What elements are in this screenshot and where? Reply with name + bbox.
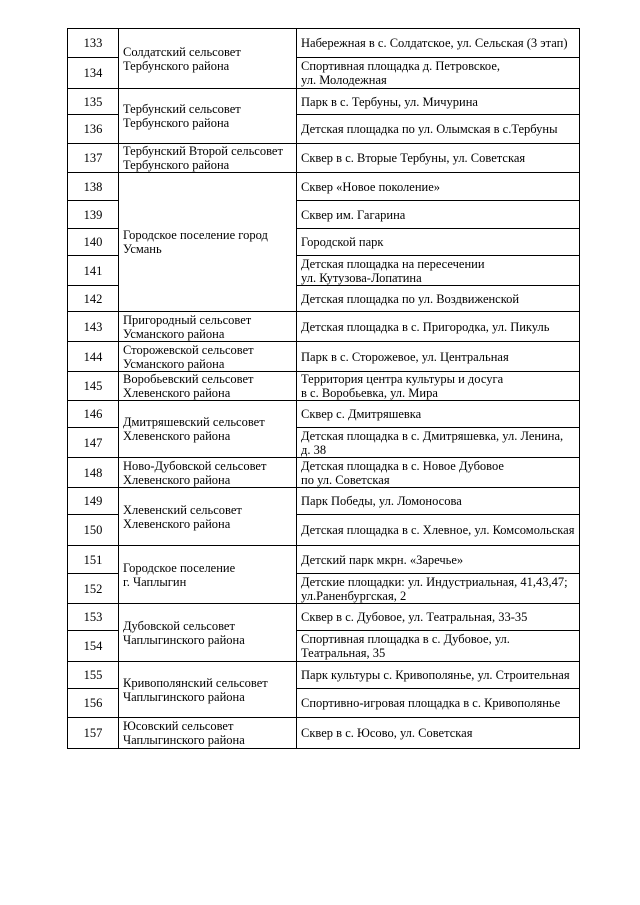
municipality-line: Солдатский сельсовет <box>123 44 241 59</box>
municipality-cell <box>119 372 297 401</box>
row-number: 148 <box>68 458 119 488</box>
objects-table-body <box>68 29 580 749</box>
row-number: 138 <box>68 173 119 201</box>
municipality-cell <box>119 458 297 488</box>
object-line: ул. Кутузова-Лопатина <box>301 270 422 285</box>
municipality-line: Хлевенский сельсовет <box>123 502 242 517</box>
table-row <box>68 342 580 372</box>
municipality-line: Городское поселение <box>123 560 236 575</box>
table-row <box>68 89 580 115</box>
object-line: Территория центра культуры и досуга <box>301 372 504 386</box>
object-cell <box>297 718 580 749</box>
row-number: 147 <box>68 428 119 458</box>
table-row <box>68 29 580 58</box>
object-cell <box>297 173 580 201</box>
row-number: 136 <box>68 115 119 144</box>
table-row <box>68 144 580 173</box>
object-line: Спортивная площадка в с. Дубовое, ул. <box>301 632 510 646</box>
object-line: Театральная, 35 <box>301 646 386 660</box>
table-row <box>68 401 580 428</box>
table-row <box>68 662 580 689</box>
row-number: 154 <box>68 631 119 662</box>
municipality-cell <box>119 144 297 173</box>
municipality-cell <box>119 401 297 458</box>
table-row <box>68 173 580 201</box>
object-line: Сквер им. Гагарина <box>301 207 406 222</box>
object-line: ул.Раненбургская, 2 <box>301 588 407 603</box>
object-line: Сквер «Новое поколение» <box>301 179 441 194</box>
table-row <box>68 604 580 631</box>
municipality-line: Юсовский сельсовет <box>123 719 234 733</box>
object-line: Детские площадки: ул. Индустриальная, 41,43,47; <box>301 574 568 589</box>
municipality-line: Пригородный сельсовет <box>123 312 252 327</box>
municipality-line: Чаплыгинского района <box>123 689 245 704</box>
row-number: 133 <box>68 29 119 58</box>
row-number: 146 <box>68 401 119 428</box>
object-line: Детская площадка в с. Новое Дубовое <box>301 458 504 473</box>
object-line: Детская площадка в с. Дмитряшевка, ул. Ленина, <box>301 428 564 443</box>
object-line: Сквер в с. Вторые Тербуны, ул. Советская <box>301 151 526 165</box>
row-number: 140 <box>68 229 119 256</box>
object-cell <box>297 29 580 58</box>
municipality-line: Городское поселение город <box>123 228 268 242</box>
object-line: Детский парк мкрн. «Заречье» <box>301 552 464 567</box>
municipality-line: Чаплыгинского района <box>123 632 245 647</box>
object-cell <box>297 401 580 428</box>
table-row <box>68 458 580 488</box>
table-row <box>68 312 580 342</box>
object-line: Парк в с. Сторожевое, ул. Центральная <box>301 349 509 364</box>
objects-table <box>67 28 580 749</box>
municipality-line: Кривополянский сельсовет <box>123 675 268 690</box>
municipality-line: Воробьевский сельсовет <box>123 372 254 386</box>
object-line: Городской парк <box>301 235 384 249</box>
object-cell <box>297 201 580 229</box>
row-number: 142 <box>68 286 119 312</box>
object-line: ул. Молодежная <box>301 73 387 87</box>
object-line: Детская площадка на пересечении <box>301 256 485 271</box>
municipality-line: Ново-Дубовской сельсовет <box>123 458 267 473</box>
object-cell <box>297 372 580 401</box>
object-cell <box>297 342 580 372</box>
table-row <box>68 488 580 515</box>
municipality-line: Тербунского района <box>123 58 230 73</box>
row-number: 134 <box>68 58 119 89</box>
object-cell <box>297 144 580 173</box>
object-line: в с. Воробьевка, ул. Мира <box>301 386 438 400</box>
object-cell <box>297 574 580 604</box>
object-line: Парк Победы, ул. Ломоносова <box>301 494 462 508</box>
municipality-line: Тербунского района <box>123 116 230 130</box>
municipality-line: Усманского района <box>123 356 225 371</box>
row-number: 153 <box>68 604 119 631</box>
municipality-line: Хлевенского района <box>123 386 231 400</box>
row-number: 151 <box>68 546 119 574</box>
row-number: 135 <box>68 89 119 115</box>
municipality-line: Сторожевской сельсовет <box>123 342 254 357</box>
row-number: 157 <box>68 718 119 749</box>
object-cell <box>297 662 580 689</box>
row-number: 156 <box>68 689 119 718</box>
row-number: 150 <box>68 515 119 546</box>
object-line: Набережная в с. Солдатское, ул. Сельская (3 этап) <box>301 36 568 50</box>
row-number: 144 <box>68 342 119 372</box>
municipality-cell <box>119 546 297 604</box>
object-line: Сквер в с. Юсово, ул. Советская <box>301 726 473 740</box>
municipality-cell <box>119 488 297 546</box>
municipality-cell <box>119 662 297 718</box>
object-line: Детская площадка по ул. Воздвиженской <box>301 291 520 306</box>
municipality-cell <box>119 29 297 89</box>
municipality-cell <box>119 173 297 312</box>
object-cell <box>297 89 580 115</box>
object-cell <box>297 546 580 574</box>
object-line: Детская площадка в с. Пригородка, ул. Пикуль <box>301 319 550 334</box>
object-cell <box>297 458 580 488</box>
municipality-line: Усмань <box>123 242 162 256</box>
row-number: 152 <box>68 574 119 604</box>
table-row <box>68 546 580 574</box>
object-cell <box>297 604 580 631</box>
row-number: 143 <box>68 312 119 342</box>
municipality-line: Хлевенского района <box>123 516 231 531</box>
municipality-line: Чаплыгинского района <box>123 733 245 747</box>
object-line: Парк в с. Тербуны, ул. Мичурина <box>301 94 478 109</box>
object-cell <box>297 488 580 515</box>
municipality-line: Усманского района <box>123 326 225 341</box>
object-cell <box>297 428 580 458</box>
object-line: Спортивно-игровая площадка в с. Кривополянье <box>301 696 561 710</box>
municipality-line: Дубовской сельсовет <box>123 618 235 633</box>
row-number: 137 <box>68 144 119 173</box>
row-number: 145 <box>68 372 119 401</box>
row-number: 149 <box>68 488 119 515</box>
municipality-cell <box>119 718 297 749</box>
municipality-line: Хлевенского района <box>123 429 231 443</box>
municipality-cell <box>119 89 297 144</box>
object-cell <box>297 115 580 144</box>
object-cell <box>297 515 580 546</box>
object-line: Парк культуры с. Кривополянье, ул. Строительная <box>301 668 570 682</box>
municipality-line: Дмитряшевский сельсовет <box>123 415 265 429</box>
object-cell <box>297 58 580 89</box>
object-cell <box>297 312 580 342</box>
municipality-line: Тербунский Второй сельсовет <box>123 144 283 158</box>
object-cell <box>297 631 580 662</box>
municipality-cell <box>119 604 297 662</box>
object-line: по ул. Советская <box>301 472 390 487</box>
municipality-line: г. Чаплыгин <box>123 574 187 589</box>
row-number: 155 <box>68 662 119 689</box>
object-cell <box>297 229 580 256</box>
object-line: д. 38 <box>301 442 327 457</box>
municipality-line: Хлевенского района <box>123 472 231 487</box>
row-number: 139 <box>68 201 119 229</box>
object-line: Сквер с. Дмитряшевка <box>301 407 422 421</box>
object-line: Детская площадка по ул. Олымская в с.Тербуны <box>301 122 558 136</box>
object-line: Детская площадка в с. Хлевное, ул. Комсомольская <box>301 523 575 537</box>
object-line: Спортивная площадка д. Петровское, <box>301 59 500 73</box>
municipality-cell <box>119 342 297 372</box>
object-cell <box>297 689 580 718</box>
table-row <box>68 718 580 749</box>
table-row <box>68 372 580 401</box>
object-line: Сквер в с. Дубовое, ул. Театральная, 33-35 <box>301 610 528 624</box>
municipality-cell <box>119 312 297 342</box>
row-number: 141 <box>68 256 119 286</box>
municipality-line: Тербунский сельсовет <box>123 102 241 116</box>
object-cell <box>297 256 580 286</box>
object-cell <box>297 286 580 312</box>
municipality-line: Тербунского района <box>123 158 230 172</box>
